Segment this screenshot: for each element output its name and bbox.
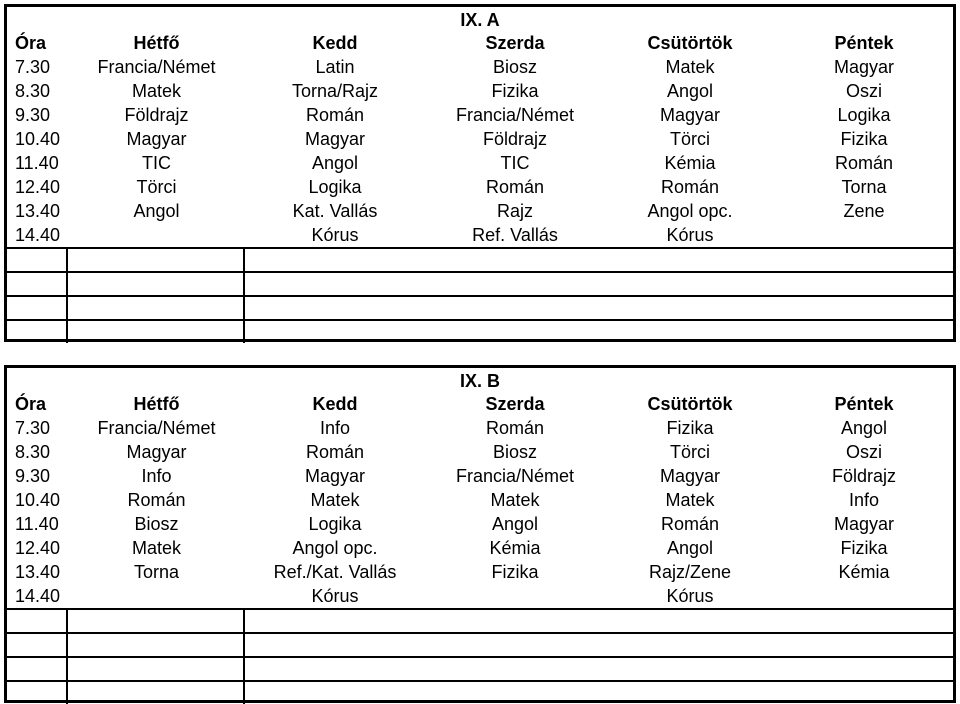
empty-row bbox=[7, 608, 953, 632]
subject-cell: Angol opc. bbox=[647, 201, 733, 221]
subject-cell: Törci bbox=[670, 129, 710, 149]
subject-cell: Francia/Német bbox=[455, 466, 575, 486]
header-cell: Szerda bbox=[485, 33, 545, 53]
subject-cell bbox=[68, 584, 245, 608]
header-cell: Szerda bbox=[485, 394, 545, 414]
subject-cell: Kémia bbox=[489, 538, 541, 558]
subject-cell: Matek bbox=[665, 57, 715, 77]
table-row bbox=[7, 55, 953, 79]
subject-cell: Angol bbox=[666, 81, 714, 101]
subject-cell: Román bbox=[660, 177, 720, 197]
subject-cell: Torna/Rajz bbox=[291, 81, 379, 101]
subject-cell: Biosz bbox=[492, 442, 537, 462]
subject-cell: Román bbox=[485, 177, 545, 197]
subject-cell: Logika bbox=[308, 514, 362, 534]
time-cell: 11.40 bbox=[15, 514, 59, 534]
subject-cell: Fizika bbox=[840, 129, 888, 149]
time-cell: 7.30 bbox=[15, 57, 51, 77]
empty-row bbox=[7, 632, 953, 656]
subject-cell bbox=[68, 223, 245, 247]
subject-cell: Francia/Német bbox=[97, 418, 216, 438]
time-cell: 8.30 bbox=[15, 81, 51, 101]
subject-cell: Matek bbox=[131, 538, 182, 558]
subject-cell: Román bbox=[127, 490, 186, 510]
time-cell: 9.30 bbox=[15, 105, 51, 125]
subject-cell: Földrajz bbox=[831, 466, 897, 486]
subject-cell: Fizika bbox=[666, 418, 714, 438]
subject-cell: Torna bbox=[133, 562, 180, 582]
table-row bbox=[7, 464, 953, 488]
subject-cell: Info bbox=[141, 466, 172, 486]
subject-cell: Oszi bbox=[846, 81, 882, 101]
subject-cell: Angol bbox=[840, 418, 888, 438]
time-cell: 12.40 bbox=[15, 177, 61, 197]
table-row bbox=[7, 199, 953, 223]
subject-cell: TIC bbox=[500, 153, 530, 173]
subject-cell bbox=[775, 223, 953, 247]
subject-cell: Ref./Kat. Vallás bbox=[273, 562, 397, 582]
subject-cell: Info bbox=[848, 490, 880, 510]
table-row bbox=[7, 440, 953, 464]
time-cell: 14.40 bbox=[15, 586, 61, 606]
table-row bbox=[7, 175, 953, 199]
table-row bbox=[7, 584, 953, 608]
table-row bbox=[7, 536, 953, 560]
time-cell: 12.40 bbox=[15, 538, 61, 558]
subject-cell: Latin bbox=[315, 57, 355, 77]
header-cell: Hétfő bbox=[133, 33, 180, 53]
subject-cell: Angol opc. bbox=[292, 538, 378, 558]
subject-cell: Földrajz bbox=[124, 105, 189, 125]
subject-cell: Matek bbox=[490, 490, 540, 510]
time-cell: 11.40 bbox=[15, 153, 59, 173]
time-cell: 10.40 bbox=[15, 129, 61, 149]
empty-row bbox=[7, 319, 953, 343]
subject-cell: Rajz/Zene bbox=[648, 562, 732, 582]
subject-cell: Magyar bbox=[833, 514, 895, 534]
subject-cell: Oszi bbox=[846, 442, 882, 462]
subject-cell: Fizika bbox=[840, 538, 888, 558]
subject-cell: Angol bbox=[666, 538, 714, 558]
time-cell: 13.40 bbox=[15, 201, 61, 221]
header-cell: Péntek bbox=[834, 33, 894, 53]
class-title: IX. B bbox=[459, 371, 500, 391]
table-row bbox=[7, 560, 953, 584]
subject-cell: Kat. Vallás bbox=[292, 201, 378, 221]
empty-row bbox=[7, 271, 953, 295]
subject-cell: Angol bbox=[311, 153, 359, 173]
subject-cell: Matek bbox=[310, 490, 360, 510]
table-row bbox=[7, 223, 953, 247]
subject-cell: Fizika bbox=[491, 562, 539, 582]
subject-cell: Ref. Vallás bbox=[472, 225, 558, 245]
subject-cell: Földrajz bbox=[482, 129, 548, 149]
subject-cell: Logika bbox=[308, 177, 362, 197]
header-cell: Hétfő bbox=[133, 394, 180, 414]
subject-cell: Kórus bbox=[311, 225, 359, 245]
table-body bbox=[7, 55, 953, 247]
header-cell: Kedd bbox=[312, 394, 358, 414]
header-cell: Csütörtök bbox=[647, 33, 733, 53]
header-cell: Óra bbox=[15, 33, 47, 53]
subject-cell: Rajz bbox=[496, 201, 533, 221]
time-cell: 9.30 bbox=[15, 466, 51, 486]
table-row bbox=[7, 127, 953, 151]
empty-row bbox=[7, 680, 953, 704]
subject-cell: Magyar bbox=[304, 466, 366, 486]
subject-cell: Magyar bbox=[659, 466, 721, 486]
timetable-ix-b bbox=[4, 365, 956, 703]
header-cell: Csütörtök bbox=[647, 394, 733, 414]
subject-cell: Román bbox=[660, 514, 720, 534]
header-cell: Óra bbox=[15, 394, 47, 414]
table-row bbox=[7, 103, 953, 127]
empty-row bbox=[7, 295, 953, 319]
subject-cell: Magyar bbox=[126, 129, 187, 149]
table-row bbox=[7, 488, 953, 512]
subject-cell: Magyar bbox=[833, 57, 895, 77]
subject-cell: Francia/Német bbox=[455, 105, 575, 125]
table-row bbox=[7, 151, 953, 175]
subject-cell: Angol bbox=[133, 201, 180, 221]
time-cell: 13.40 bbox=[15, 562, 61, 582]
header-cell: Kedd bbox=[312, 33, 358, 53]
subject-cell: Román bbox=[485, 418, 545, 438]
subject-cell: Matek bbox=[131, 81, 182, 101]
table-row bbox=[7, 79, 953, 103]
timetable-ix-a bbox=[4, 4, 956, 342]
subject-cell bbox=[425, 584, 605, 608]
subject-cell: Biosz bbox=[134, 514, 179, 534]
subject-cell: Logika bbox=[837, 105, 891, 125]
time-cell: 8.30 bbox=[15, 442, 51, 462]
subject-cell: Magyar bbox=[126, 442, 187, 462]
subject-cell: Torna bbox=[841, 177, 887, 197]
subject-cell: Román bbox=[305, 105, 365, 125]
subject-cell: Kórus bbox=[311, 586, 359, 606]
header-row bbox=[7, 392, 953, 416]
subject-cell: Kémia bbox=[664, 153, 716, 173]
header-row bbox=[7, 31, 953, 55]
subject-cell: Román bbox=[834, 153, 894, 173]
subject-cell: Román bbox=[305, 442, 365, 462]
subject-cell: Info bbox=[319, 418, 351, 438]
subject-cell: Francia/Német bbox=[97, 57, 216, 77]
subject-cell: Törci bbox=[136, 177, 177, 197]
table-row bbox=[7, 512, 953, 536]
subject-cell: Törci bbox=[670, 442, 710, 462]
header-cell: Péntek bbox=[834, 394, 894, 414]
subject-cell: Kémia bbox=[838, 562, 890, 582]
subject-cell: Kórus bbox=[666, 586, 714, 606]
subject-cell: Kórus bbox=[666, 225, 714, 245]
subject-cell: Zene bbox=[843, 201, 885, 221]
subject-cell: Fizika bbox=[491, 81, 539, 101]
subject-cell: Matek bbox=[665, 490, 715, 510]
table-body bbox=[7, 416, 953, 608]
empty-row bbox=[7, 656, 953, 680]
subject-cell: Biosz bbox=[492, 57, 537, 77]
subject-cell: Angol bbox=[491, 514, 539, 534]
time-cell: 14.40 bbox=[15, 225, 61, 245]
subject-cell: Magyar bbox=[304, 129, 366, 149]
class-title: IX. A bbox=[460, 10, 500, 30]
time-cell: 7.30 bbox=[15, 418, 51, 438]
subject-cell bbox=[775, 584, 953, 608]
subject-cell: Magyar bbox=[659, 105, 721, 125]
subject-cell: TIC bbox=[142, 153, 171, 173]
time-cell: 10.40 bbox=[15, 490, 61, 510]
table-row bbox=[7, 416, 953, 440]
empty-row bbox=[7, 247, 953, 271]
